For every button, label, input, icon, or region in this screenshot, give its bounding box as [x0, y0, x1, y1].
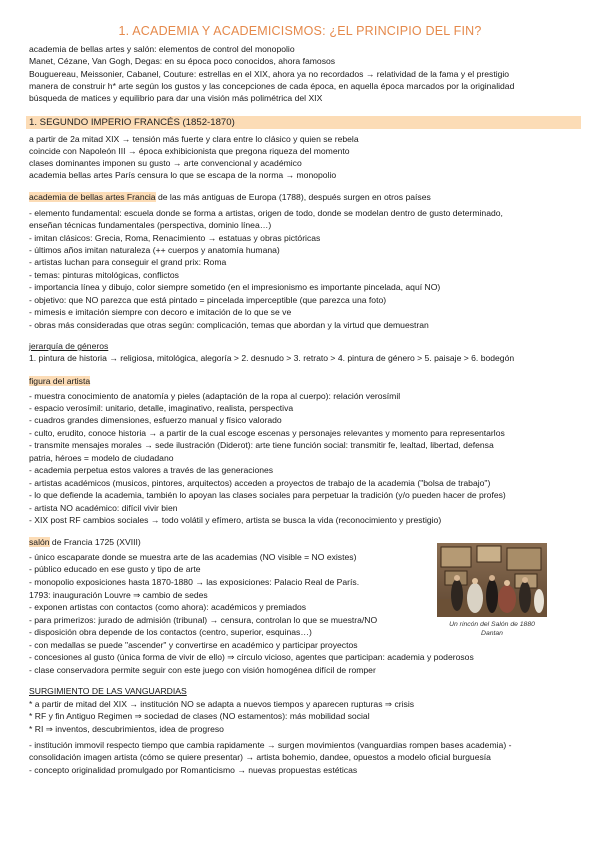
intro-line: Manet, Cézane, Van Gogh, Degas: en su época poco conocidos, ahora famosos	[29, 56, 336, 66]
intro-line: búsqueda de matices y equilibrio para dar una visión más polimétrica del XIX	[29, 93, 323, 103]
figura-line: - espacio verosímil: unitario, detalle, imaginativo, realista, perspectiva	[29, 403, 294, 413]
figura-line: - lo que defiende la academia, también lo apoyan las clases sociales para perpetuar la tradición (y/o pueden hacer de profes)	[29, 490, 506, 500]
salon-line: - para primerizos: jurado de admisión (tribunal) → censura, controlan lo que se muestra/NO	[29, 615, 378, 625]
figura-heading-line	[29, 376, 90, 387]
intro-line: academia de bellas artes y salón: elementos de control del monopolio	[29, 44, 295, 54]
academia-line: - mimesis e imitación siempre con decoro e imitación de lo que se ve	[29, 307, 292, 317]
figura-heading: figura del artista	[29, 376, 91, 386]
vanguardias-line: - institución immovil respecto tiempo que cambia rapidamente → surgen movimientos (vanguardias rompen bases academia) -	[29, 740, 512, 750]
salon-line: - monopolio exposiciones hasta 1870-1880 → las exposiciones: Palacio Real de París.	[29, 577, 360, 587]
academia-heading-line	[29, 192, 431, 203]
academia-line: - elemento fundamental: escuela donde se forma a artistas, origen de todo, donde se modelan dentro de gusto determinado,	[29, 208, 503, 218]
figura-line: - transmite mensajes morales → sede ilustración (Diderot): arte tiene función social: transmitir fe, lealtad, libertad, defensa	[29, 440, 494, 450]
vanguardias-heading: SURGIMIENTO DE LAS VANGUARDIAS	[29, 686, 187, 696]
vanguardias-line: * a partir de mitad del XIX → institución NO se adapta a nuevos tiempos y aparecen rupturas ⇒ crisis	[29, 699, 415, 709]
academia-line: - objetivo: que NO parezca que está pintado = pincelada imperceptible (que parezca una foto)	[29, 295, 387, 305]
painting-illustration	[437, 543, 547, 617]
academia-line: - artistas luchan para conseguir el grand prix: Roma	[29, 257, 227, 267]
salon-line: 1793: inauguración Louvre ⇒ cambio de sedes	[29, 590, 208, 600]
page-title: 1. ACADEMIA Y ACADEMICISMOS: ¿EL PRINCIPIO DEL FIN?	[118, 24, 482, 38]
figura-line: - cuadros grandes dimensiones, esfuerzo manual y físico valorado	[29, 415, 282, 425]
section-line: a partir de 2a mitad XIX → tensión más fuerte y clara entre lo clásico y quien se rebela	[29, 134, 359, 144]
section-line: clases dominantes imponen su gusto → arte convencional y académico	[29, 158, 302, 168]
image-caption	[437, 621, 547, 638]
section-heading: 1. SEGUNDO IMPERIO FRANCÉS (1852-1870)	[29, 117, 235, 128]
intro-line: Bouguereau, Meissonier, Cabanel, Couture: estrellas en el XIX, ahora ya no recordados → relatividad de la fama y el prestigio	[29, 69, 510, 79]
vanguardias-line: * RF y fin Antiguo Regimen ⇒ sociedad de clases (NO estamentos): más mobilidad social	[29, 711, 370, 721]
section-line: academia bellas artes París censura lo que se escapa de la norma → monopolio	[29, 170, 337, 180]
salon-line: - disposición obra depende de los contactos (centro, superior, esquinas…)	[29, 627, 312, 637]
academia-heading: academia de bellas artes Francia	[29, 192, 156, 202]
salon-heading-rest: de Francia 1725 (XVIII)	[49, 537, 141, 547]
caption-title: Un rincón del Salón de 1880	[449, 621, 535, 628]
figura-line: - culto, erudito, conoce historia → a partir de la cual escoge escenas y personajes relevantes y momento para representarlos	[29, 428, 505, 438]
jerarquia-heading: jerarquía de géneros	[29, 341, 109, 351]
section-heading-band	[26, 116, 581, 129]
vanguardias-line: consolidación imagen artista (cómo se quiere presentar) → artista bohemio, dandee, opuestos a modelo oficial burguesía	[29, 752, 491, 762]
section-line: coincide con Napoleón III → época exhibicionista que pregona riqueza del momento	[29, 146, 350, 156]
academia-line: - últimos años imitan naturaleza (++ cuerpos y anatomía humana)	[29, 245, 280, 255]
academia-line: - temas: pinturas mitológicas, conflictos	[29, 270, 179, 280]
salon-heading: salón	[29, 537, 50, 547]
academia-line: enseñan técnicas fundamentales (perspectiva, dominio línea…)	[29, 220, 272, 230]
figura-line: - academia perpetua estos valores a través de las generaciones	[29, 465, 274, 475]
jerarquia-line: 1. pintura de historia → religiosa, mitológica, alegoría > 2. desnudo > 3. retrato > 4. pintura de género > 5. paisaje > 6. bodegón	[29, 353, 515, 363]
academia-line: - obras más consideradas que otras según: complicación, temas que abordan y la virtud que demuestran	[29, 320, 429, 330]
salon-line: - con medallas se puede "ascender" y convertirse en académico y participar proyectos	[29, 640, 358, 650]
intro-line: manera de construir h* arte según los gustos y las concepciones de cada época, en aquella época marcados por la originalidad	[29, 81, 515, 91]
figura-line: patria, héroes = modelo de ciudadano	[29, 453, 174, 463]
vanguardias-line: * RI ⇒ inventos, descubrimientos, idea de progreso	[29, 724, 224, 734]
academia-line: - importancia línea y dibujo, color siempre sometido (en el impresionismo es importante pincelada, aquí NO)	[29, 282, 441, 292]
salon-line: - público educado en ese gusto y tipo de arte	[29, 564, 201, 574]
vanguardias-line: - concepto originalidad promulgado por Romanticismo → nuevas propuestas estéticas	[29, 765, 358, 775]
figura-line: - muestra conocimiento de anatomía y pieles (adaptación de la ropa al cuerpo): relación verosímil	[29, 391, 401, 401]
figura-line: - XIX post RF cambios sociales → todo volátil y efímero, artista se busca la vida (reconocimiento y prestigio)	[29, 515, 442, 525]
academia-heading-rest: de las más antiguas de Europa (1788), después surgen en otros países	[155, 192, 431, 202]
figura-line: - artistas académicos (musicos, pintores, arquitectos) acceden a proyectos de trabajo de la academia ("bolsa de trabajo")	[29, 478, 491, 488]
salon-line: - clase conservadora permite seguir con este juego con visión homogénea difícil de romper	[29, 665, 376, 675]
salon-heading-line	[29, 537, 141, 548]
salon-line: - exponen artistas con contactos (como ahora): académicos y premiados	[29, 602, 307, 612]
salon-painting-image	[437, 543, 547, 617]
caption-author: Dantan	[481, 629, 503, 637]
figura-line: - artista NO académico: difícil vivir bien	[29, 503, 178, 513]
salon-line: - concesiones al gusto (única forma de vivir de ello) ⇒ círculo vicioso, agentes que participan: academia y poderosos	[29, 652, 474, 662]
salon-line: - único escaparate donde se muestra arte de las academias (NO visible = NO existes)	[29, 552, 357, 562]
academia-line: - imitan clásicos: Grecia, Roma, Renacimiento → estatuas y obras pictóricas	[29, 233, 321, 243]
